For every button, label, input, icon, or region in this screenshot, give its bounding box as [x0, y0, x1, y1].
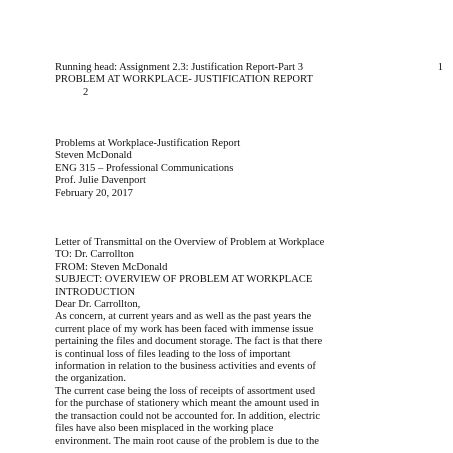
letter-from: FROM: Steven McDonald [55, 261, 168, 273]
paragraph-2-line: for the purchase of stationery which meant the amount used in [55, 398, 320, 410]
instructor-name: Prof. Julie Davenport [55, 175, 146, 187]
course-name: ENG 315 – Professional Communications [55, 162, 234, 174]
title-page-block [55, 138, 443, 200]
letter-body [55, 237, 443, 448]
paragraph-1-line: pertaining the files and document storage. The fact is that there [55, 336, 323, 348]
letter-subject: SUBJECT: OVERVIEW OF PROBLEM AT WORKPLACE [55, 274, 313, 286]
paragraph-2-line: environment. The main root cause of the problem is due to the [55, 435, 319, 447]
salutation: Dear Dr. Carrollton, [55, 299, 141, 311]
paragraph-2-line: files have also been misplaced in the working place [55, 423, 274, 435]
document-date: February 20, 2017 [55, 187, 133, 199]
document-title: Problems at Workplace-Justification Report [55, 138, 241, 149]
running-head-block [55, 62, 443, 99]
page-number: 1 [437, 62, 443, 73]
paragraph-1-line: current place of my work has been faced with immense issue [55, 323, 314, 335]
paragraph-1-line: information in relation to the business activities and events of [55, 361, 316, 373]
paragraph-1-line: is continual loss of files leading to the loss of important [55, 348, 291, 360]
letter-heading: Letter of Transmittal on the Overview of Problem at Workplace [55, 237, 325, 248]
paragraph-1-line: the organization. [55, 373, 126, 385]
continuation-title: PROBLEM AT WORKPLACE- JUSTIFICATION REPORT [55, 74, 313, 86]
letter-to: TO: Dr. Carrollton [55, 249, 134, 261]
continuation-page-number: 2 [83, 86, 89, 98]
paragraph-2-line: the transaction could not be accounted for. In addition, electric [55, 410, 321, 422]
running-head: Running head: Assignment 2.3: Justification Report-Part 3 [55, 62, 304, 73]
paragraph-2-line: The current case being the loss of receipts of assortment used [55, 385, 316, 397]
section-heading: INTRODUCTION [55, 286, 136, 298]
paragraph-1-line: As concern, at current years and as well as the past years the [55, 311, 312, 323]
author-name: Steven McDonald [55, 150, 132, 162]
